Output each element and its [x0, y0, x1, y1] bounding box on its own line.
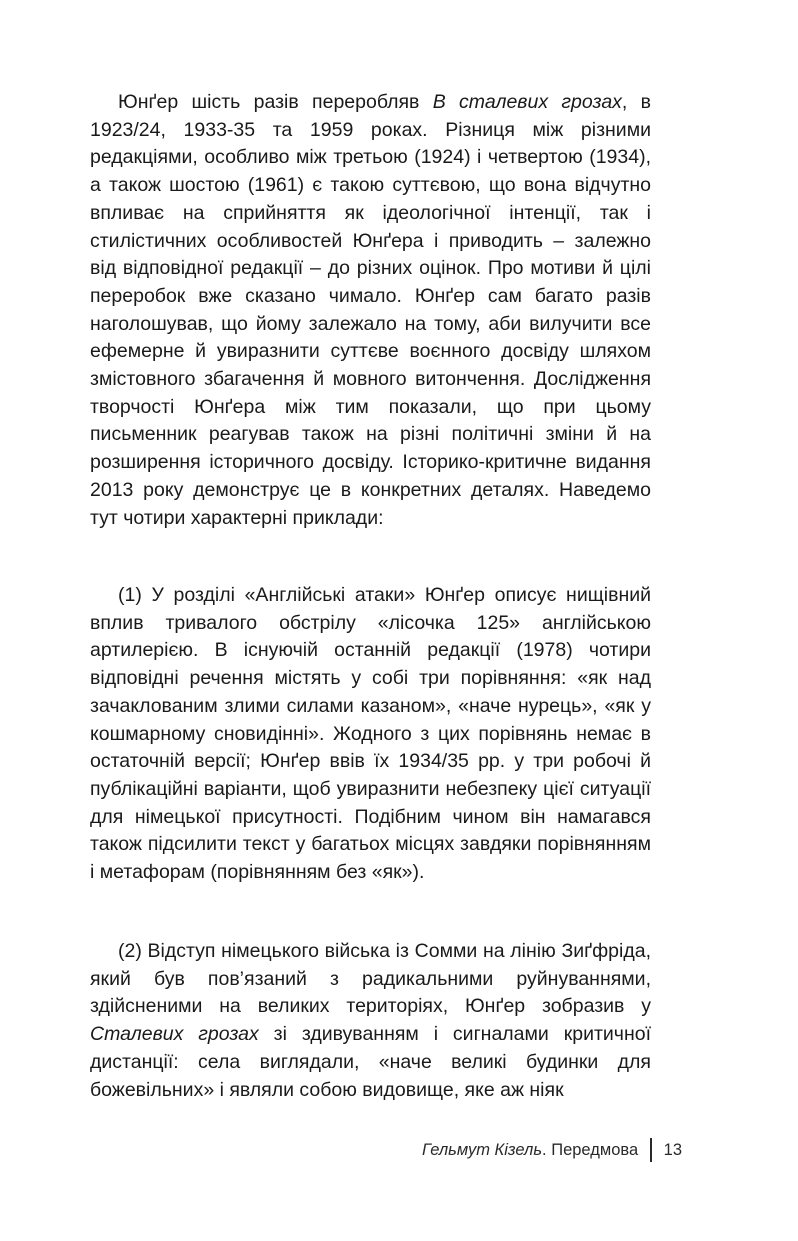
paragraph-3: [90, 938, 651, 1104]
paragraph-2-text: (1) У розділі «Англійські атаки» Юнґер описує нищівний вплив тривалого обстрілу «лісочка 125» англійською артилерією. В існуючій останній редакції (1978) чотири відповідні речення містять у собі три порівняння: «як над зачаклованим злими силами казаном», «наче нурець», «як у кошмарному сновидінні». Жодного з цих порівнянь немає в остаточній версії; Юнґер ввів їх 1934/35 рр. у три робочі й публікаційні варіанти, щоб увиразнити небезпеку цієї ситуації для німецької присутності. Подібним чином він намагався також підсилити текст у багатьох місцях завдяки порівнянням і метафорам (порівнянням без «як»).: [90, 584, 651, 884]
paragraph-3-text-start: (2) Відступ німецького війська із Сомми на лінію Зиґфріда, який був пов’язаний з радикальними руйнуваннями, здійсненими на великих територіях, Юнґер зобразив у: [90, 940, 651, 1018]
paragraph-1-text-end: , в 1923/24, 1933-35 та 1959 роках. Різниця між різними редакціями, особливо між третьою (1924) і четвертою (1934), а також шостою (1961) є такою суттєвою, що вона відчутно впливає на сприйняття як ідеологічної інтенції, так і стилістичних особливостей Юнґера і приводить – залежно від відповідної редакції – до різних оцінок. Про мотиви й цілі переробок вже сказано чимало. Юнґер сам багато разів наголошував, що йому залежало на тому, аби вилучити все ефемерне й увиразнити суттєве воєнного досвіду шляхом змістовного збагачення й мовного витончення. Дослідження творчості Юнґера між тим показали, що при цьому письменник реагував також на різні політичні зміни й на розширення історичного досвіду. Історико-критичне видання 2013 року демонструє це в конкретних деталях. Наведемо тут чотири характерні приклади:: [90, 91, 652, 529]
footer-divider: [650, 1138, 652, 1162]
paragraph-1-text-start: Юнґер шість разів переробляв: [118, 91, 433, 113]
paragraph-1: [90, 89, 651, 532]
footer-dot: .: [542, 1141, 552, 1159]
book-title-2: Сталевих грозах: [90, 1023, 259, 1046]
paragraph-3-text-end: зі здивуванням і сигналами критичної дистанції: села виглядали, «наче великі будинки для божевільних» і являли собою видовище, яке аж ніяк: [90, 1023, 651, 1101]
running-footer: [422, 1138, 682, 1162]
page-number: 13: [663, 1141, 682, 1159]
footer-section: Передмова: [551, 1141, 639, 1159]
book-title: В сталевих грозах: [432, 91, 622, 113]
footer-author: Гельмут Кізель: [421, 1141, 543, 1159]
paragraph-2: [90, 582, 651, 887]
